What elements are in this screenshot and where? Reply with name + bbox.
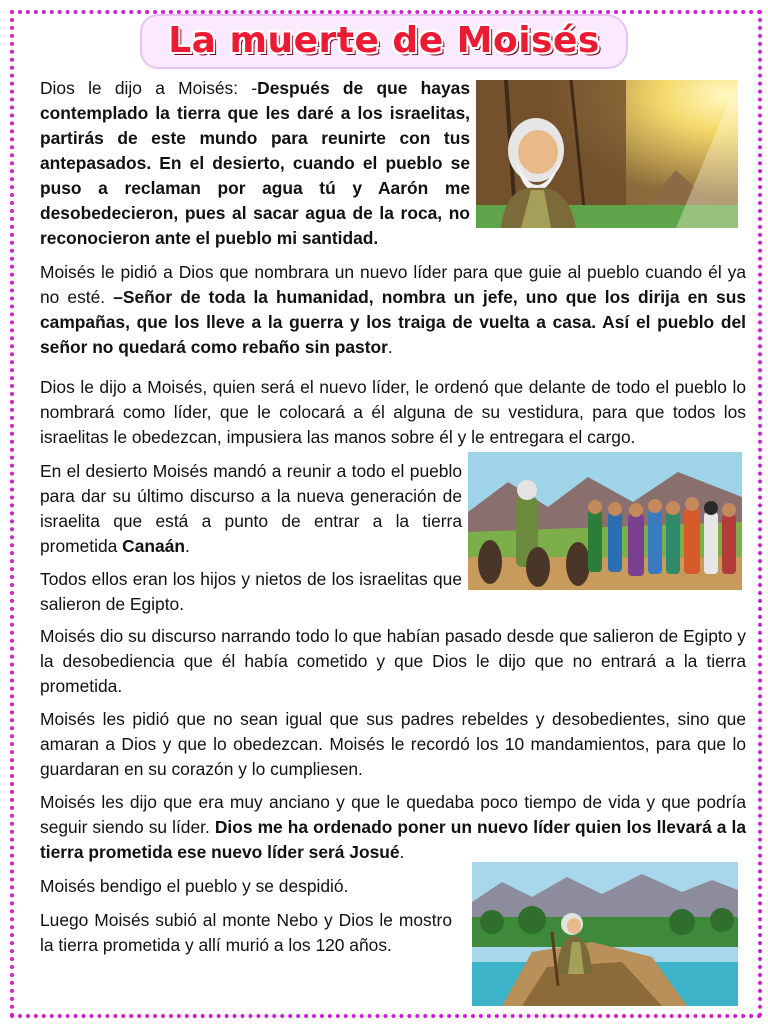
paragraph-5: Todos ellos eran los hijos y nietos de los israelitas que salieron de Egipto. [40,569,462,614]
paragraph-4-text: En el desierto Moisés mandó a reunir a todo el pueblo para dar su último discurso a la nueva generación de israelita que está a punto de entrar a la tierra prometida [40,461,462,556]
paragraph-4-end: . [185,536,190,556]
paragraph-9: Moisés bendigo el pueblo y se despidió. [40,876,349,896]
moses-mount-nebo-illustration [472,862,738,1006]
page-title: La muerte de Moisés [168,20,600,61]
paragraph-2-end: . [387,337,393,357]
paragraph-1 [40,76,470,251]
paragraph-10: Luego Moisés subió al monte Nebo y Dios le mostro la tierra prometida y allí murió a los 120 años. [40,910,452,955]
paragraph-3: Dios le dijo a Moisés, quien será el nuevo líder, le ordenó que delante de todo el pueblo lo nombrará como líder, que le colocará a él alguna de su vestidura, para que todos los israelitas le obedezcan, impusiera las manos sobre él y le entregara el cargo. [40,377,746,447]
paragraph-2-intro: Moisés le pidió a Dios que nombrara un nuevo líder para que guie al pueblo cuando él ya no esté. [40,262,746,307]
paragraph-2-quote: –Señor de toda la humanidad, nombra un jefe, uno que los dirija en sus campañas, que los lleve a la guerra y los traiga de vuelta a casa. Así el pueblo del señor no quedará como rebaño sin pastor [40,287,746,357]
paragraph-4 [40,459,462,559]
paragraph-7: Moisés les pidió que no sean igual que sus padres rebeldes y desobedientes, sino que amaran a Dios y que lo obedezcan. Moisés le recordó los 10 mandamientos, para que lo guardaran en su corazón y lo cumpliesen. [40,709,746,779]
moses-divine-light-illustration [476,80,738,228]
paragraph-8-end: . [399,842,405,862]
paragraph-8-text: Moisés les dijo que era muy anciano y que le quedaba poco tiempo de vida y que podría seguir siendo su líder. [40,792,746,837]
paragraph-4-canaan: Canaán [122,536,185,556]
title-area [0,14,768,69]
paragraph-8 [40,790,746,865]
paragraph-2 [40,260,746,360]
title-banner [140,14,628,69]
paragraph-6: Moisés dio su discurso narrando todo lo que habían pasado desde que salieron de Egipto y la desobediencia que él había cometido y que Dios le dijo que no entrará a la tierra prometida. [40,626,746,696]
paragraph-1-quote: Después de que hayas contemplado la tierra que les daré a los israelitas, partirás de este mundo para reunirte con tus antepasados. En el desierto, cuando el pueblo se puso a reclaman por agua tú y Aarón me desobedecieron, pues al sacar agua de la roca, no reconocieron ante el pueblo mi santidad. [40,78,470,248]
paragraph-1-intro: Dios le dijo a Moisés: - [40,78,258,98]
paragraph-8-quote: Dios me ha ordenado poner un nuevo líder quien los llevará a la tierra prometida ese nuevo líder será Josué [40,817,746,862]
people-gathering-illustration [468,452,742,590]
